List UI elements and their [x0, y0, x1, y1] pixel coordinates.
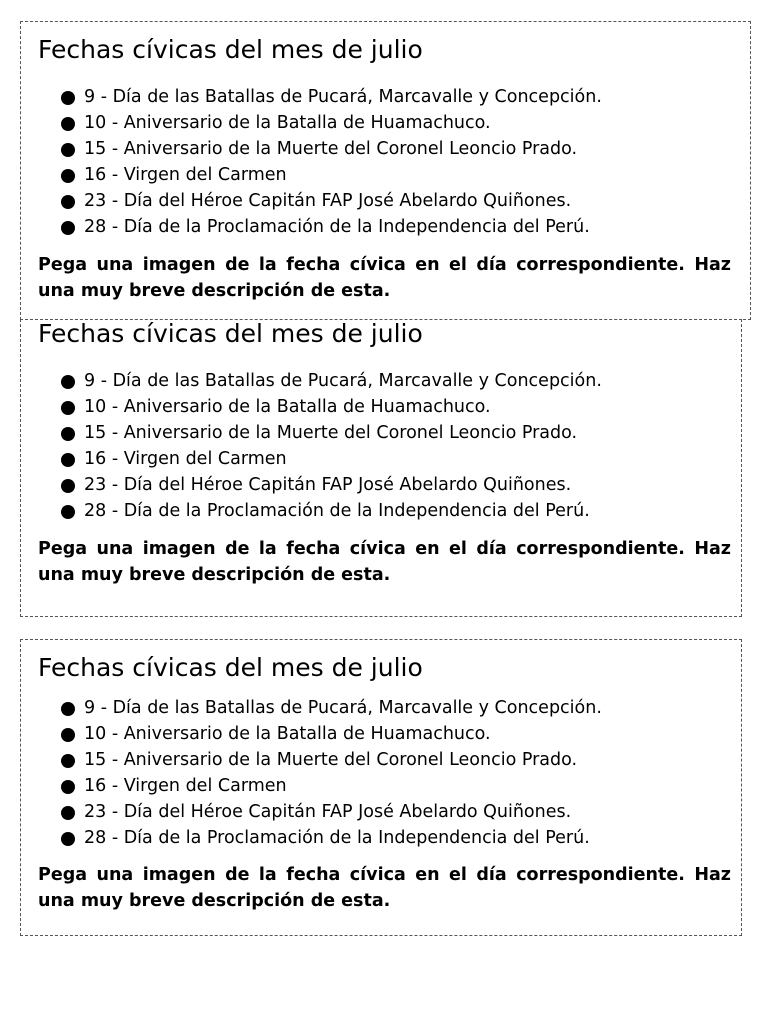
bullet-icon: [61, 169, 75, 183]
list-item: [61, 162, 602, 188]
bullet-icon: [61, 427, 75, 441]
date-text: 9 - Día de las Batallas de Pucará, Marcavalle y Concepción.: [84, 87, 602, 107]
bullet-icon: [61, 832, 75, 846]
list-item: [61, 695, 602, 721]
list-item: [61, 446, 602, 472]
list-item: [61, 747, 602, 773]
card-title: Fechas cívicas del mes de julio: [38, 35, 423, 64]
date-text: 15 - Aniversario de la Muerte del Coronel Leoncio Prado.: [84, 750, 578, 770]
date-text: 16 - Virgen del Carmen: [84, 776, 287, 796]
date-text: 23 - Día del Héroe Capitán FAP José Abelardo Quiñones.: [84, 475, 572, 495]
date-text: 16 - Virgen del Carmen: [84, 165, 287, 185]
bullet-icon: [61, 375, 75, 389]
list-item: [61, 825, 602, 851]
bullet-icon: [61, 221, 75, 235]
bullet-icon: [61, 117, 75, 131]
date-text: 10 - Aniversario de la Batalla de Huamachuco.: [84, 724, 491, 744]
card-title: Fechas cívicas del mes de julio: [38, 653, 423, 682]
date-text: 9 - Día de las Batallas de Pucará, Marcavalle y Concepción.: [84, 371, 602, 391]
list-item: [61, 498, 602, 524]
bullet-icon: [61, 453, 75, 467]
civic-dates-list: [61, 84, 602, 240]
list-item: [61, 188, 602, 214]
list-item: [61, 420, 602, 446]
instruction-text: Pega una imagen de la fecha cívica en el día correspondiente. Haz una muy breve descripción de esta.: [38, 865, 731, 911]
bullet-icon: [61, 780, 75, 794]
bullet-icon: [61, 91, 75, 105]
bullet-icon: [61, 728, 75, 742]
bullet-icon: [61, 702, 75, 716]
list-item: [61, 368, 602, 394]
civic-dates-card: [20, 21, 751, 320]
list-item: [61, 214, 602, 240]
date-text: 28 - Día de la Proclamación de la Independencia del Perú.: [84, 501, 590, 521]
civic-dates-card: [20, 639, 742, 936]
date-text: 15 - Aniversario de la Muerte del Coronel Leoncio Prado.: [84, 423, 578, 443]
date-text: 16 - Virgen del Carmen: [84, 449, 287, 469]
instruction-text: Pega una imagen de la fecha cívica en el día correspondiente. Haz una muy breve descripción de esta.: [38, 255, 731, 301]
date-text: 15 - Aniversario de la Muerte del Coronel Leoncio Prado.: [84, 139, 578, 159]
bullet-icon: [61, 195, 75, 209]
list-item: [61, 721, 602, 747]
date-text: 23 - Día del Héroe Capitán FAP José Abelardo Quiñones.: [84, 802, 572, 822]
bullet-icon: [61, 806, 75, 820]
date-text: 23 - Día del Héroe Capitán FAP José Abelardo Quiñones.: [84, 191, 572, 211]
bullet-icon: [61, 143, 75, 157]
date-text: 10 - Aniversario de la Batalla de Huamachuco.: [84, 397, 491, 417]
civic-dates-card: [20, 319, 742, 617]
list-item: [61, 472, 602, 498]
list-item: [61, 136, 602, 162]
bullet-icon: [61, 505, 75, 519]
list-item: [61, 110, 602, 136]
card-title: Fechas cívicas del mes de julio: [38, 319, 423, 348]
bullet-icon: [61, 754, 75, 768]
bullet-icon: [61, 401, 75, 415]
list-item: [61, 799, 602, 825]
date-text: 9 - Día de las Batallas de Pucará, Marcavalle y Concepción.: [84, 698, 602, 718]
list-item: [61, 394, 602, 420]
bullet-icon: [61, 479, 75, 493]
date-text: 10 - Aniversario de la Batalla de Huamachuco.: [84, 113, 491, 133]
list-item: [61, 84, 602, 110]
civic-dates-list: [61, 695, 602, 851]
date-text: 28 - Día de la Proclamación de la Independencia del Perú.: [84, 828, 590, 848]
instruction-text: Pega una imagen de la fecha cívica en el día correspondiente. Haz una muy breve descripción de esta.: [38, 539, 731, 585]
list-item: [61, 773, 602, 799]
civic-dates-list: [61, 368, 602, 524]
date-text: 28 - Día de la Proclamación de la Independencia del Perú.: [84, 217, 590, 237]
